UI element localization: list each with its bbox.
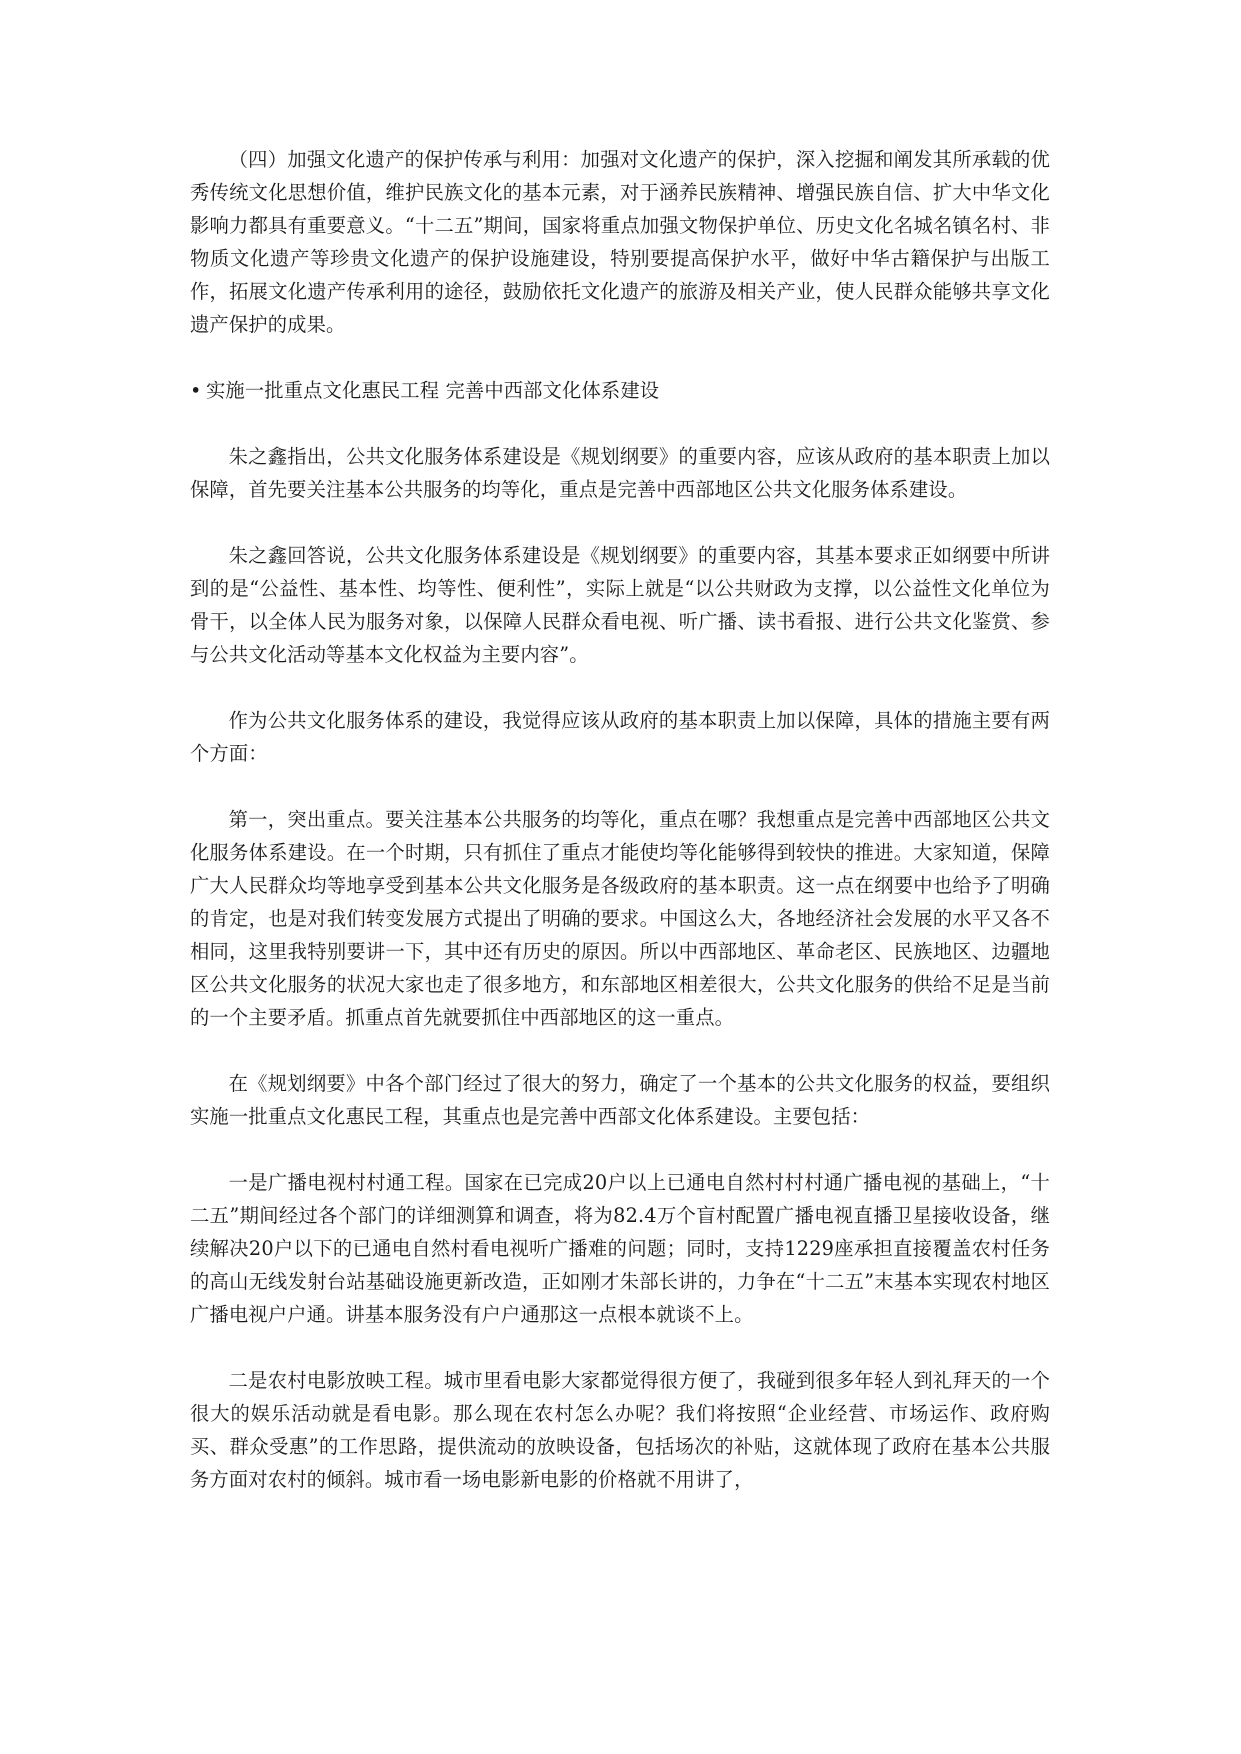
paragraph-zhu-pointed-out: 朱之鑫指出，公共文化服务体系建设是《规划纲要》的重要内容，应该从政府的基本职责上加以保障，首先要关注基本公共服务的均等化，重点是完善中西部地区公共文化服务体系建设。 (190, 445, 1050, 501)
document-body (190, 143, 1050, 1529)
paragraph-film-project: 二是农村电影放映工程。城市里看电影大家都觉得很方便了，我碰到很多年轻人到礼拜天的一个很大的娱乐活动就是看电影。那么现在农村怎么办呢？我们将按照“企业经营、市场运作、政府购买、群众受惠”的工作思路，提供流动的放映设备，包括场次的补贴，这就体现了政府在基本公共服务方面对农村的倾斜。城市看一场电影新电影的价格就不用讲了， (190, 1369, 1050, 1491)
section-heading-text: 实施一批重点文化惠民工程 完善中西部文化体系建设 (206, 379, 660, 402)
section-heading (190, 374, 1050, 407)
paragraph-heritage-protection: （四）加强文化遗产的保护传承与利用：加强对文化遗产的保护，深入挖掘和阐发其所承载的优秀传统文化思想价值，维护民族文化的基本元素，对于涵养民族精神、增强民族自信、扩大中华文化影响力都具有重要意义。“十二五”期间，国家将重点加强文物保护单位、历史文化名城名镇名村、非物质文化遗产等珍贵文化遗产的保护设施建设，特别要提高保护水平，做好中华古籍保护与出版工作，拓展文化遗产传承利用的途径，鼓励依托文化遗产的旅游及相关产业，使人民群众能够共享文化遗产保护的成果。 (190, 148, 1050, 336)
paragraph-planning-outline: 在《规划纲要》中各个部门经过了很大的努力，确定了一个基本的公共文化服务的权益，要组织实施一批重点文化惠民工程，其重点也是完善中西部文化体系建设。主要包括： (190, 1072, 1050, 1128)
paragraph-zhu-answered: 朱之鑫回答说，公共文化服务体系建设是《规划纲要》的重要内容，其基本要求正如纲要中所讲到的是“公益性、基本性、均等性、便利性”，实际上就是“以公共财政为支撑，以公益性文化单位为骨干，以全体人民为服务对象，以保障人民群众看电视、听广播、读书看报、进行公共文化鉴赏、参与公共文化活动等基本文化权益为主要内容”。 (190, 544, 1050, 666)
paragraph-two-aspects: 作为公共文化服务体系的建设，我觉得应该从政府的基本职责上加以保障，具体的措施主要有两个方面： (190, 709, 1050, 765)
bullet-icon: • (190, 379, 202, 402)
paragraph-broadcast-project: 一是广播电视村村通工程。国家在已完成20户以上已通电自然村村村通广播电视的基础上，“十二五”期间经过各个部门的详细测算和调查，将为82.4万个盲村配置广播电视直播卫星接收设备，继续解决20户以下的已通电自然村看电视听广播难的问题；同时，支持1229座承担直接覆盖农村任务的高山无线发射台站基础设施更新改造，正如刚才朱部长讲的，力争在“十二五”末基本实现农村地区广播电视户户通。讲基本服务没有户户通那这一点根本就谈不上。 (190, 1171, 1050, 1326)
paragraph-first-focus: 第一，突出重点。要关注基本公共服务的均等化，重点在哪？我想重点是完善中西部地区公共文化服务体系建设。在一个时期，只有抓住了重点才能使均等化能够得到较快的推进。大家知道，保障广大人民群众均等地享受到基本公共文化服务是各级政府的基本职责。这一点在纲要中也给予了明确的肯定，也是对我们转变发展方式提出了明确的要求。中国这么大，各地经济社会发展的水平又各不相同，这里我特别要讲一下，其中还有历史的原因。所以中西部地区、革命老区、民族地区、边疆地区公共文化服务的状况大家也走了很多地方，和东部地区相差很大，公共文化服务的供给不足是当前的一个主要矛盾。抓重点首先就要抓住中西部地区的这一重点。 (190, 808, 1050, 1029)
